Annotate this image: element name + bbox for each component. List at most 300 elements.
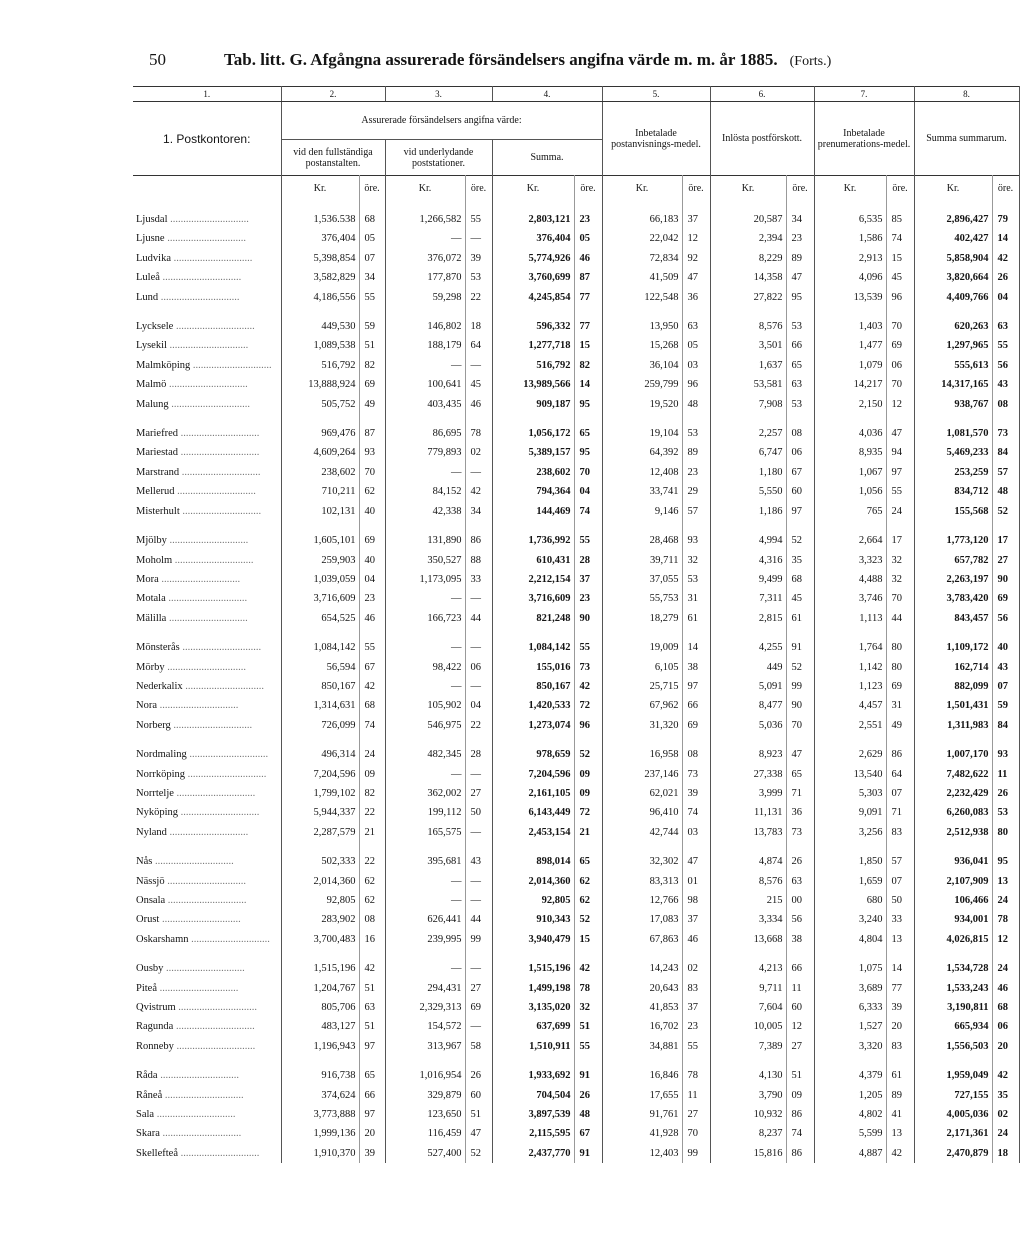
- c5-ore: 38: [682, 658, 710, 677]
- c5-ore: 27: [682, 1105, 710, 1124]
- colnum-7: 7.: [814, 87, 914, 102]
- c5-ore: 97: [682, 677, 710, 696]
- c7-kronor: 1,403: [814, 317, 886, 336]
- c8-ore: 35: [992, 1086, 1019, 1105]
- c2-ore: 63: [359, 998, 385, 1017]
- c5-kronor: 37,055: [602, 570, 682, 589]
- summa-summarum-header: Summa summarum.: [914, 102, 1019, 176]
- c7-ore: 49: [886, 716, 914, 735]
- c2-ore: 22: [359, 852, 385, 871]
- postkontor-name: [133, 959, 281, 978]
- c7-kronor: 4,488: [814, 570, 886, 589]
- c7-kronor: 5,303: [814, 784, 886, 803]
- c2-kronor: 654,525: [281, 609, 359, 628]
- c6-kronor: 7,908: [710, 395, 786, 414]
- c2-ore: 23: [359, 589, 385, 608]
- c7-kronor: 14,217: [814, 375, 886, 394]
- postkontor-name: [133, 716, 281, 735]
- c6-ore: 06: [786, 443, 814, 462]
- c4-ore: 77: [574, 288, 602, 307]
- c4-ore: 78: [574, 979, 602, 998]
- c7-ore: 94: [886, 443, 914, 462]
- c4-kronor: 3,135,020: [492, 998, 574, 1017]
- c4-kronor: 7,204,596: [492, 765, 574, 784]
- c4-ore: 55: [574, 531, 602, 550]
- leader-dots: ..............................: [170, 719, 253, 731]
- postkontor-name: [133, 1144, 281, 1163]
- c6-ore: 47: [786, 745, 814, 764]
- c4-ore: 42: [574, 959, 602, 978]
- c2-kronor: 4,186,556: [281, 288, 359, 307]
- postkontor-name: [133, 1017, 281, 1036]
- c8-ore: 12: [992, 930, 1019, 949]
- unit-kr: Kr.: [710, 176, 786, 201]
- c4-ore: 91: [574, 1144, 602, 1163]
- leader-dots: ..............................: [166, 535, 249, 547]
- c2-kronor: 1,196,943: [281, 1037, 359, 1056]
- c8-ore: 80: [992, 823, 1019, 842]
- c4-kronor: 596,332: [492, 317, 574, 336]
- c7-kronor: 9,091: [814, 803, 886, 822]
- c7-ore: 42: [886, 1144, 914, 1163]
- leader-dots: ..............................: [162, 1089, 244, 1101]
- c8-ore: 43: [992, 375, 1019, 394]
- c2-kronor: 2,014,360: [281, 872, 359, 891]
- table-row: [133, 979, 1019, 998]
- postkontor-label: Lycksele: [136, 321, 174, 333]
- leader-dots: ..............................: [179, 505, 262, 517]
- c7-kronor: 2,551: [814, 716, 886, 735]
- c4-kronor: 898,014: [492, 852, 574, 871]
- c8-kronor: 1,007,170: [914, 745, 992, 764]
- c4-kronor: 794,364: [492, 482, 574, 501]
- c3-kronor: 239,995: [385, 930, 465, 949]
- leader-dots: ..............................: [177, 1147, 260, 1159]
- c5-ore: 37: [682, 210, 710, 229]
- c2-ore: 20: [359, 1124, 385, 1143]
- postkontor-label: Skara: [136, 1128, 160, 1140]
- c2-ore: 24: [359, 745, 385, 764]
- c6-ore: 60: [786, 998, 814, 1017]
- c3-ore: 22: [465, 288, 492, 307]
- c5-ore: 69: [682, 716, 710, 735]
- table-row: [133, 784, 1019, 803]
- postkontor-label: Mariefred: [136, 428, 178, 440]
- c4-ore: 23: [574, 210, 602, 229]
- c6-kronor: 11,131: [710, 803, 786, 822]
- c8-kronor: 2,512,938: [914, 823, 992, 842]
- c7-ore: 70: [886, 375, 914, 394]
- c6-kronor: 4,130: [710, 1066, 786, 1085]
- c3-ore: —: [465, 463, 492, 482]
- c5-ore: 61: [682, 609, 710, 628]
- c8-kronor: 834,712: [914, 482, 992, 501]
- c8-kronor: 1,501,431: [914, 696, 992, 715]
- c8-ore: 69: [992, 589, 1019, 608]
- postkontor-name: [133, 356, 281, 375]
- c4-ore: 23: [574, 589, 602, 608]
- c2-ore: 34: [359, 268, 385, 287]
- c3-ore: 69: [465, 998, 492, 1017]
- c8-ore: 26: [992, 268, 1019, 287]
- c8-kronor: 14,317,165: [914, 375, 992, 394]
- c2-kronor: 2,287,579: [281, 823, 359, 842]
- leader-dots: ..............................: [159, 1128, 242, 1140]
- c4-ore: 52: [574, 745, 602, 764]
- c2-kronor: 1,799,102: [281, 784, 359, 803]
- c3-kronor: —: [385, 891, 465, 910]
- table-row: [133, 268, 1019, 287]
- c4-kronor: 978,659: [492, 745, 574, 764]
- postkontor-label: Nora: [136, 700, 157, 712]
- c2-ore: 05: [359, 229, 385, 248]
- c3-kronor: 546,975: [385, 716, 465, 735]
- c2-kronor: 3,716,609: [281, 589, 359, 608]
- c7-ore: 07: [886, 784, 914, 803]
- c2-kronor: 1,536.538: [281, 210, 359, 229]
- c7-ore: 15: [886, 249, 914, 268]
- c5-ore: 03: [682, 356, 710, 375]
- c3-kronor: 1,016,954: [385, 1066, 465, 1085]
- c5-kronor: 66,183: [602, 210, 682, 229]
- c3-ore: 86: [465, 531, 492, 550]
- c8-ore: 02: [992, 1105, 1019, 1124]
- leader-dots: ..............................: [173, 787, 256, 799]
- c7-ore: 07: [886, 872, 914, 891]
- postkontor-name: [133, 979, 281, 998]
- c4-ore: 73: [574, 658, 602, 677]
- c8-kronor: 1,311,983: [914, 716, 992, 735]
- postkontoren-header: 1. Postkontoren:: [133, 102, 281, 176]
- c5-kronor: 36,104: [602, 356, 682, 375]
- c3-kronor: —: [385, 638, 465, 657]
- c7-ore: 33: [886, 910, 914, 929]
- table-row: [133, 891, 1019, 910]
- c3-ore: 51: [465, 1105, 492, 1124]
- c5-kronor: 96,410: [602, 803, 682, 822]
- colnum-5: 5.: [602, 87, 710, 102]
- leader-dots: ..............................: [173, 1040, 256, 1052]
- c4-kronor: 92,805: [492, 891, 574, 910]
- c7-kronor: 4,887: [814, 1144, 886, 1163]
- c6-ore: 00: [786, 891, 814, 910]
- postkontor-label: Norrtelje: [136, 787, 174, 799]
- c3-ore: 64: [465, 336, 492, 355]
- c3-ore: —: [465, 229, 492, 248]
- c6-kronor: 2,815: [710, 609, 786, 628]
- unit-ore: öre.: [886, 176, 914, 201]
- leader-dots: ..............................: [186, 749, 269, 761]
- c4-ore: 52: [574, 910, 602, 929]
- c7-kronor: 4,036: [814, 424, 886, 443]
- c6-ore: 12: [786, 1017, 814, 1036]
- c8-kronor: 3,190,811: [914, 998, 992, 1017]
- c4-kronor: 704,504: [492, 1086, 574, 1105]
- c2-kronor: 238,602: [281, 463, 359, 482]
- c3-kronor: 2,329,313: [385, 998, 465, 1017]
- c5-kronor: 6,105: [602, 658, 682, 677]
- c5-kronor: 17,083: [602, 910, 682, 929]
- c6-kronor: 4,994: [710, 531, 786, 550]
- c2-ore: 68: [359, 696, 385, 715]
- c2-kronor: 56,594: [281, 658, 359, 677]
- c4-kronor: 3,940,479: [492, 930, 574, 949]
- c3-ore: 28: [465, 745, 492, 764]
- postkontor-name: [133, 1066, 281, 1085]
- c6-kronor: 7,604: [710, 998, 786, 1017]
- postkontor-label: Moholm: [136, 554, 173, 566]
- table-row: [133, 823, 1019, 842]
- postkontor-label: Sala: [136, 1109, 155, 1121]
- postkontor-name: [133, 502, 281, 521]
- c5-kronor: 67,863: [602, 930, 682, 949]
- fullstandiga-header: vid den fullständiga postanstalten.: [281, 140, 385, 176]
- c7-ore: 85: [886, 210, 914, 229]
- table-row: [133, 609, 1019, 628]
- c6-ore: 52: [786, 658, 814, 677]
- c8-kronor: 4,026,815: [914, 930, 992, 949]
- postkontor-label: Nyland: [136, 826, 167, 838]
- c5-ore: 23: [682, 463, 710, 482]
- c6-ore: 38: [786, 930, 814, 949]
- colnum-4: 4.: [492, 87, 602, 102]
- table-row: [133, 229, 1019, 248]
- c4-kronor: 1,420,533: [492, 696, 574, 715]
- c8-kronor: 938,767: [914, 395, 992, 414]
- colnum-3: 3.: [385, 87, 492, 102]
- c3-ore: 52: [465, 1144, 492, 1163]
- c4-kronor: 637,699: [492, 1017, 574, 1036]
- c3-ore: 47: [465, 1124, 492, 1143]
- c7-ore: 17: [886, 531, 914, 550]
- postkontor-name: [133, 609, 281, 628]
- c5-ore: 29: [682, 482, 710, 501]
- c7-kronor: 1,850: [814, 852, 886, 871]
- c7-kronor: 1,056: [814, 482, 886, 501]
- c5-kronor: 259,799: [602, 375, 682, 394]
- table-row: [133, 502, 1019, 521]
- c3-ore: 34: [465, 502, 492, 521]
- unit-kr: Kr.: [281, 176, 359, 201]
- c3-ore: 18: [465, 317, 492, 336]
- c5-ore: 98: [682, 891, 710, 910]
- c4-kronor: 376,404: [492, 229, 574, 248]
- c6-kronor: 2,257: [710, 424, 786, 443]
- c8-ore: 78: [992, 910, 1019, 929]
- c4-kronor: 1,499,198: [492, 979, 574, 998]
- c3-kronor: 84,152: [385, 482, 465, 501]
- summa-header: Summa.: [492, 140, 602, 176]
- c5-kronor: 55,753: [602, 589, 682, 608]
- c6-kronor: 13,783: [710, 823, 786, 842]
- c7-kronor: 1,079: [814, 356, 886, 375]
- c6-kronor: 3,999: [710, 784, 786, 803]
- c2-kronor: 7,204,596: [281, 765, 359, 784]
- c6-kronor: 13,668: [710, 930, 786, 949]
- c3-kronor: 482,345: [385, 745, 465, 764]
- c6-ore: 08: [786, 424, 814, 443]
- c4-ore: 77: [574, 317, 602, 336]
- c5-ore: 12: [682, 229, 710, 248]
- c3-ore: 43: [465, 852, 492, 871]
- c4-kronor: 5,389,157: [492, 443, 574, 462]
- postkontor-name: [133, 443, 281, 462]
- c8-ore: 63: [992, 317, 1019, 336]
- c8-kronor: 727,155: [914, 1086, 992, 1105]
- c5-kronor: 22,042: [602, 229, 682, 248]
- c7-ore: 71: [886, 803, 914, 822]
- table-row: [133, 589, 1019, 608]
- postkontor-label: Malmö: [136, 379, 167, 391]
- table-row: [133, 1144, 1019, 1163]
- c7-ore: 70: [886, 589, 914, 608]
- c8-kronor: 2,470,879: [914, 1144, 992, 1163]
- c2-kronor: 1,314,631: [281, 696, 359, 715]
- c4-kronor: 4,245,854: [492, 288, 574, 307]
- c6-ore: 09: [786, 1086, 814, 1105]
- c5-kronor: 41,928: [602, 1124, 682, 1143]
- c7-ore: 83: [886, 1037, 914, 1056]
- postkontor-label: Ludvika: [136, 252, 171, 264]
- c2-kronor: 1,204,767: [281, 979, 359, 998]
- c5-kronor: 91,761: [602, 1105, 682, 1124]
- c2-ore: 07: [359, 249, 385, 268]
- c6-kronor: 14,358: [710, 268, 786, 287]
- leader-dots: ..............................: [165, 895, 247, 906]
- c7-kronor: 6,535: [814, 210, 886, 229]
- c7-ore: 39: [886, 998, 914, 1017]
- c8-kronor: 402,427: [914, 229, 992, 248]
- c2-kronor: 5,398,854: [281, 249, 359, 268]
- c8-kronor: 657,782: [914, 551, 992, 570]
- c6-ore: 53: [786, 317, 814, 336]
- c8-kronor: 2,107,909: [914, 872, 992, 891]
- c6-kronor: 9,711: [710, 979, 786, 998]
- c5-ore: 05: [682, 336, 710, 355]
- c7-ore: 74: [886, 229, 914, 248]
- table-row: [133, 1105, 1019, 1124]
- c5-ore: 89: [682, 443, 710, 462]
- c6-ore: 66: [786, 336, 814, 355]
- c6-ore: 60: [786, 482, 814, 501]
- c2-ore: 62: [359, 482, 385, 501]
- c8-ore: 95: [992, 852, 1019, 871]
- c5-kronor: 25,715: [602, 677, 682, 696]
- c2-kronor: 1,605,101: [281, 531, 359, 550]
- postkontor-label: Mora: [136, 573, 159, 585]
- c3-ore: 33: [465, 570, 492, 589]
- c6-ore: 27: [786, 1037, 814, 1056]
- postkontor-label: Mönsterås: [136, 642, 180, 654]
- c5-ore: 93: [682, 531, 710, 550]
- c6-ore: 63: [786, 375, 814, 394]
- c8-ore: 11: [992, 765, 1019, 784]
- c6-ore: 34: [786, 210, 814, 229]
- c6-ore: 68: [786, 570, 814, 589]
- postkontor-name: [133, 765, 281, 784]
- leader-dots: ..............................: [158, 291, 240, 303]
- c3-kronor: 146,802: [385, 317, 465, 336]
- postkontor-label: Oskarshamn: [136, 933, 189, 945]
- postkontor-name: [133, 852, 281, 871]
- c7-kronor: 4,457: [814, 696, 886, 715]
- c6-ore: 23: [786, 229, 814, 248]
- c6-ore: 91: [786, 638, 814, 657]
- c4-kronor: 3,897,539: [492, 1105, 574, 1124]
- c4-kronor: 1,084,142: [492, 638, 574, 657]
- c8-kronor: 4,409,766: [914, 288, 992, 307]
- c6-kronor: 1,180: [710, 463, 786, 482]
- c7-ore: 06: [886, 356, 914, 375]
- table-row: [133, 317, 1019, 336]
- c8-kronor: 253,259: [914, 463, 992, 482]
- postkontor-label: Norberg: [136, 719, 171, 731]
- c8-kronor: 1,109,172: [914, 638, 992, 657]
- table-row: [133, 765, 1019, 784]
- c2-kronor: 4,609,264: [281, 443, 359, 462]
- title-suffix: (Forts.): [789, 54, 832, 69]
- c5-kronor: 34,881: [602, 1037, 682, 1056]
- c6-kronor: 4,255: [710, 638, 786, 657]
- c6-kronor: 27,338: [710, 765, 786, 784]
- table-row: [133, 551, 1019, 570]
- c2-kronor: 13,888,924: [281, 375, 359, 394]
- c3-kronor: 166,723: [385, 609, 465, 628]
- c6-kronor: 215: [710, 891, 786, 910]
- c4-kronor: 850,167: [492, 677, 574, 696]
- c5-kronor: 16,846: [602, 1066, 682, 1085]
- postkontor-label: Lund: [136, 291, 159, 303]
- c2-kronor: 1,089,538: [281, 336, 359, 355]
- c6-ore: 45: [786, 589, 814, 608]
- postkontor-name: [133, 1086, 281, 1105]
- c3-kronor: 199,112: [385, 803, 465, 822]
- c5-ore: 70: [682, 1124, 710, 1143]
- c5-ore: 14: [682, 638, 710, 657]
- c7-kronor: 6,333: [814, 998, 886, 1017]
- c6-kronor: 4,316: [710, 551, 786, 570]
- c5-kronor: 20,643: [602, 979, 682, 998]
- c2-ore: 22: [359, 803, 385, 822]
- c4-kronor: 2,161,105: [492, 784, 574, 803]
- c6-kronor: 15,816: [710, 1144, 786, 1163]
- c4-kronor: 2,453,154: [492, 823, 574, 842]
- c6-ore: 70: [786, 716, 814, 735]
- c2-ore: 40: [359, 551, 385, 570]
- group-spacer: [133, 628, 1019, 638]
- c3-kronor: 131,890: [385, 531, 465, 550]
- unit-ore: öre.: [786, 176, 814, 201]
- c5-kronor: 33,741: [602, 482, 682, 501]
- leader-dots: ..............................: [177, 428, 260, 440]
- c2-ore: 09: [359, 765, 385, 784]
- c2-ore: 42: [359, 677, 385, 696]
- c4-ore: 55: [574, 638, 602, 657]
- c7-kronor: 1,113: [814, 609, 886, 628]
- postkontor-name: [133, 210, 281, 229]
- c3-ore: 50: [465, 803, 492, 822]
- c5-ore: 47: [682, 852, 710, 871]
- c6-kronor: 3,501: [710, 336, 786, 355]
- c6-ore: 56: [786, 910, 814, 929]
- c2-ore: 69: [359, 531, 385, 550]
- leader-dots: ..............................: [159, 914, 241, 926]
- leader-dots: ..............................: [190, 359, 272, 371]
- table-row: [133, 658, 1019, 677]
- c6-kronor: 1,637: [710, 356, 786, 375]
- data-table: [133, 86, 1020, 1163]
- c8-ore: 46: [992, 979, 1019, 998]
